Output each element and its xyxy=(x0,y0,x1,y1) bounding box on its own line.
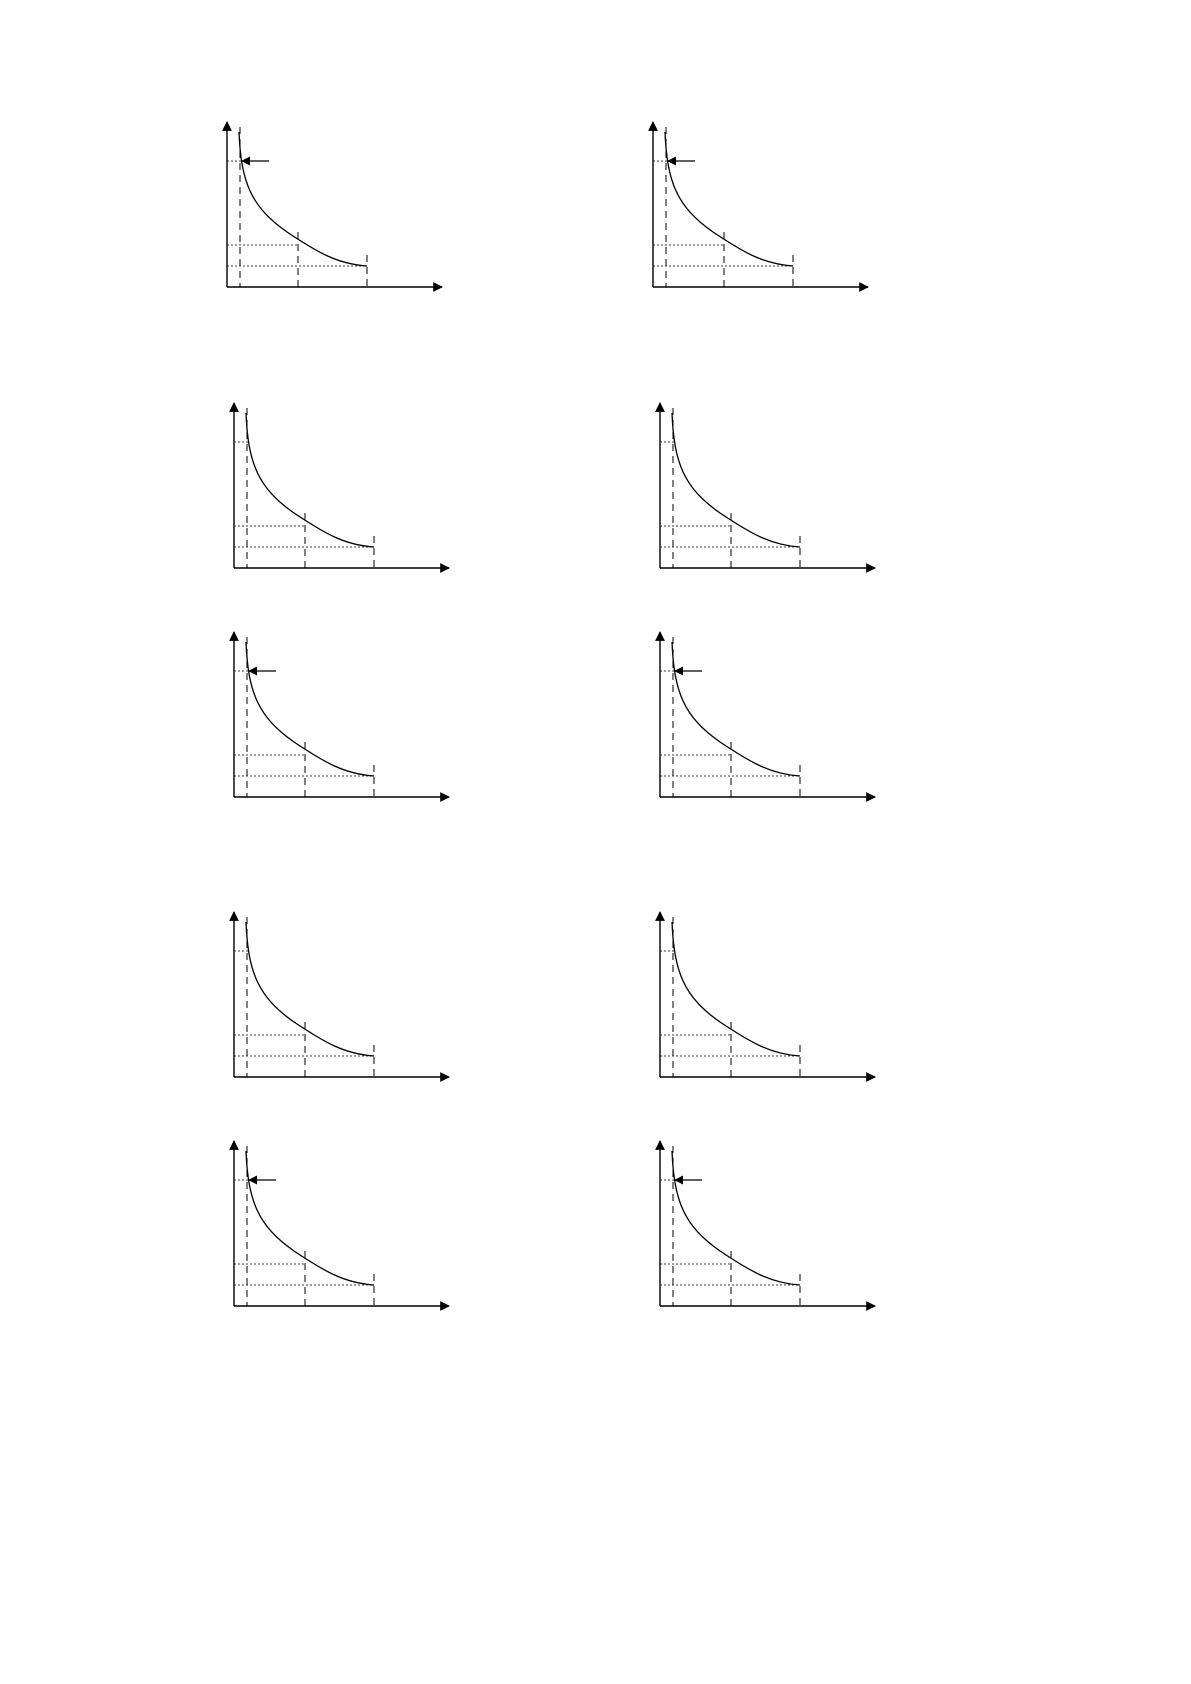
decay-curve xyxy=(246,413,374,547)
decay-curve xyxy=(665,132,793,266)
graph-row4-left xyxy=(234,912,449,1077)
decay-curve xyxy=(246,1151,374,1285)
graph-row1-left xyxy=(227,122,442,287)
graph-row5-right xyxy=(660,1141,875,1306)
graph-row1-right xyxy=(653,122,868,287)
decay-curve xyxy=(672,1151,800,1285)
decay-curve xyxy=(672,413,800,547)
decay-curve xyxy=(239,132,367,266)
graph-row4-right xyxy=(660,912,875,1077)
decay-curve xyxy=(246,922,374,1056)
graph-row3-left xyxy=(234,632,449,797)
decay-curve xyxy=(246,642,374,776)
graph-row5-left xyxy=(234,1141,449,1306)
graph-row2-left xyxy=(234,403,449,568)
graph-row2-right xyxy=(660,403,875,568)
decay-curve xyxy=(672,642,800,776)
graph-row3-right xyxy=(660,632,875,797)
decay-curve xyxy=(672,922,800,1056)
